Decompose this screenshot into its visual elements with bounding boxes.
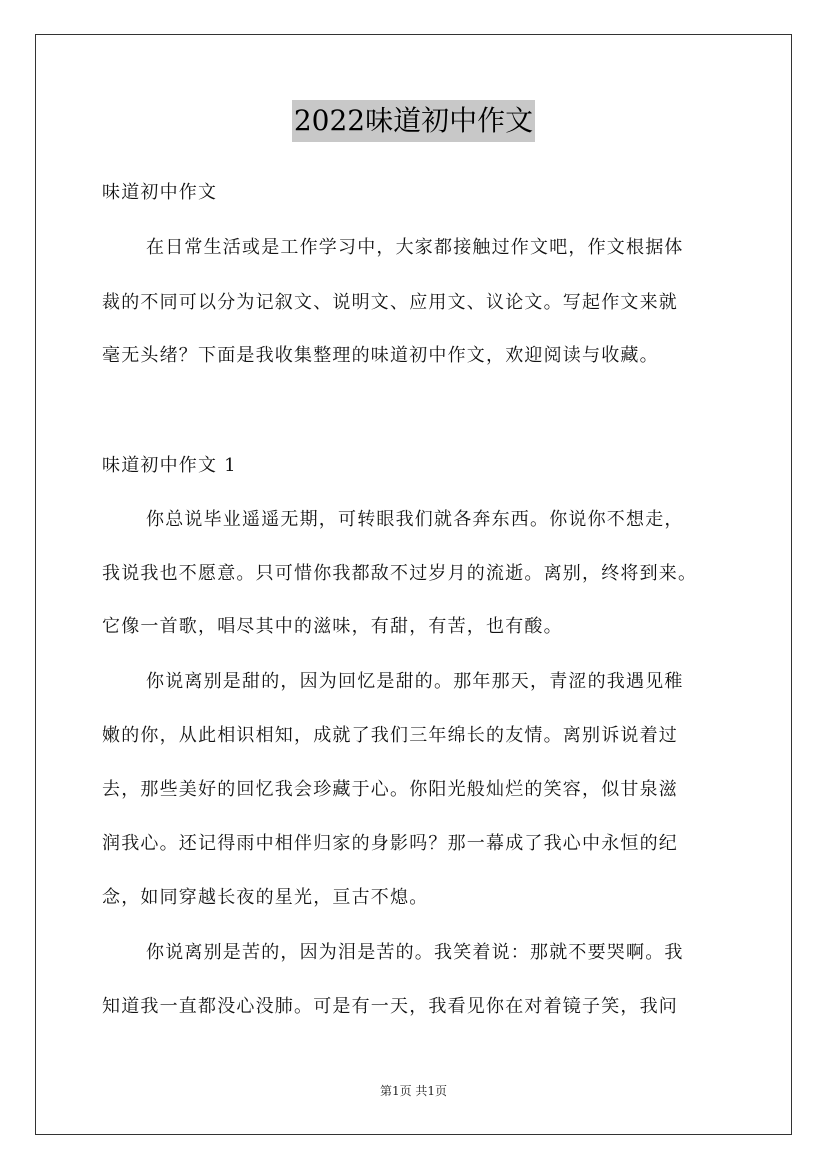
document-title: 2022味道初中作文 — [292, 100, 535, 142]
document-subtitle: 味道初中作文 — [102, 182, 218, 203]
body-line: 我说我也不愿意。只可惜你我都敌不过岁月的流逝。离别，终将到来。 — [102, 563, 698, 584]
intro-line: 毫无头绪？下面是我收集整理的味道初中作文，欢迎阅读与收藏。 — [102, 345, 659, 366]
section-heading: 味道初中作文 1 — [102, 455, 237, 476]
body-line: 你说离别是甜的，因为回忆是甜的。那年那天，青涩的我遇见稚 — [146, 671, 684, 692]
title-container — [0, 100, 827, 142]
body-line: 去，那些美好的回忆我会珍藏于心。你阳光般灿烂的笑容，似甘泉滋 — [102, 779, 678, 800]
body-line: 你总说毕业遥遥无期，可转眼我们就各奔东西。你说你不想走， — [146, 509, 684, 530]
intro-line: 在日常生活或是工作学习中，大家都接触过作文吧，作文根据体 — [146, 237, 684, 258]
body-line: 润我心。还记得雨中相伴归家的身影吗？那一幕成了我心中永恒的纪 — [102, 833, 678, 854]
body-line: 念，如同穿越长夜的星光，亘古不熄。 — [102, 887, 429, 908]
intro-line: 裁的不同可以分为记叙文、说明文、应用文、议论文。写起作文来就 — [102, 292, 678, 313]
body-line: 你说离别是苦的，因为泪是苦的。我笑着说：那就不要哭啊。我 — [146, 942, 684, 963]
page-footer: 第1页 共1页 — [379, 1084, 448, 1098]
body-line: 知道我一直都没心没肺。可是有一天，我看见你在对着镜子笑，我问 — [102, 996, 678, 1017]
body-line: 它像一首歌，唱尽其中的滋味，有甜，有苦，也有酸。 — [102, 616, 563, 637]
body-line: 嫩的你，从此相识相知，成就了我们三年绵长的友情。离别诉说着过 — [102, 725, 678, 746]
